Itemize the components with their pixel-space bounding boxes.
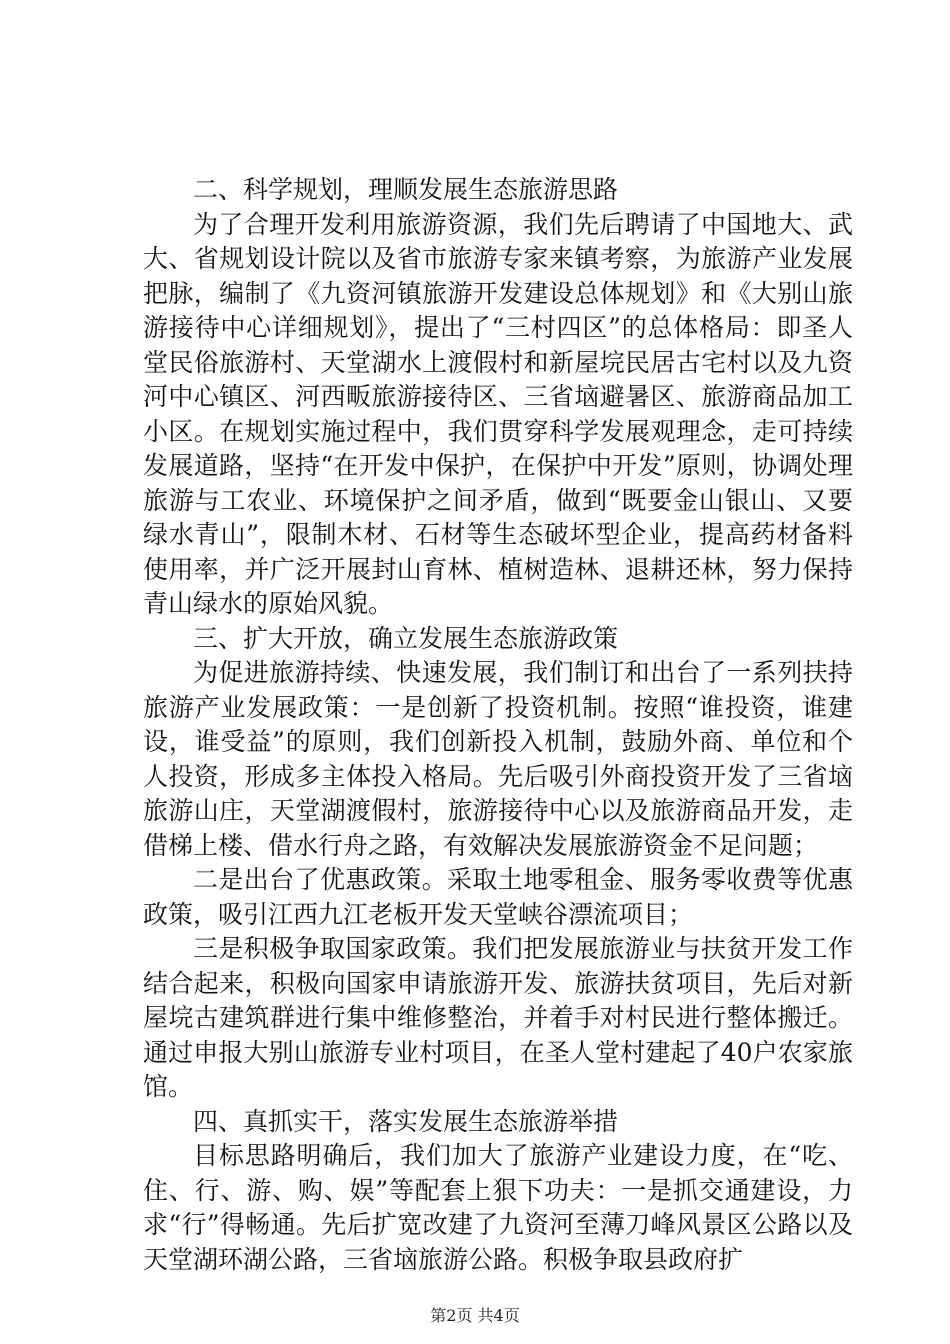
paragraph: 目标思路明确后，我们加大了旅游产业建设力度，在“吃、住、行、游、购、娱”等配套上狠下功夫：一是抓交通建设，力求“行”得畅通。先后扩宽改建了九资河至薄刀峰风景区公路以及天堂湖环湖公路，三省垴旅游公路。积极争取县政府扩 [143,1141,853,1274]
paragraph: 二是出台了优惠政策。采取土地零租金、服务零收费等优惠政策，吸引江西九江老板开发天堂峡谷漂流项目； [143,865,853,929]
paragraph: 为促进旅游持续、快速发展，我们制订和出台了一系列扶持旅游产业发展政策：一是创新了投资机制。按照“谁投资，谁建设，谁受益”的原则，我们创新投入机制，鼓励外商、单位和个人投资，形成多主体投入格局。先后吸引外商投资开发了三省垴旅游山庄，天堂湖渡假村，旅游接待中心以及旅游商品开发，走借梯上楼、借水行舟之路，有效解决发展旅游资金不足问题； [143,658,853,860]
section-heading-4: 四、真抓实干，落实发展生态旅游举措 [193,1106,619,1136]
document-body [143,173,853,1277]
paragraph: 三是积极争取国家政策。我们把发展旅游业与扶贫开发工作结合起来，积极向国家申请旅游开发、旅游扶贫项目，先后对新屋垸古建筑群进行集中维修整治，并着手对村民进行整体搬迁。通过申报大别山旅游专业村项目，在圣人堂村建起了40户农家旅馆。 [143,934,853,1101]
section-heading-2: 二、科学规划，理顺发展生态旅游思路 [193,175,619,204]
paragraph: 为了合理开发利用旅游资源，我们先后聘请了中国地大、武大、省规划设计院以及省市旅游专家来镇考察，为旅游产业发展把脉，编制了《九资河镇旅游开发建设总体规划》和《大别山旅游接待中心详细规划》，提出了“三村四区”的总体格局：即圣人堂民俗旅游村、天堂湖水上渡假村和新屋垸民居古宅村以及九资河中心镇区、河西畈旅游接待区、三省垴避暑区、旅游商品加工小区。在规划实施过程中，我们贯穿科学发展观理念，走可持续发展道路，坚持“在开发中保护，在保护中开发”原则，协调处理旅游与工农业、环境保护之间矛盾，做到“既要金山银山、又要绿水青山”，限制木材、石材等生态破坏型企业，提高药材备料使用率，并广泛开展封山育林、植树造林、退耕还林，努力保持青山绿水的原始风貌。 [143,209,853,618]
section-heading-3: 三、扩大开放，确立发展生态旅游政策 [193,623,619,653]
page-footer: 第2页 共4页 [430,1306,520,1325]
